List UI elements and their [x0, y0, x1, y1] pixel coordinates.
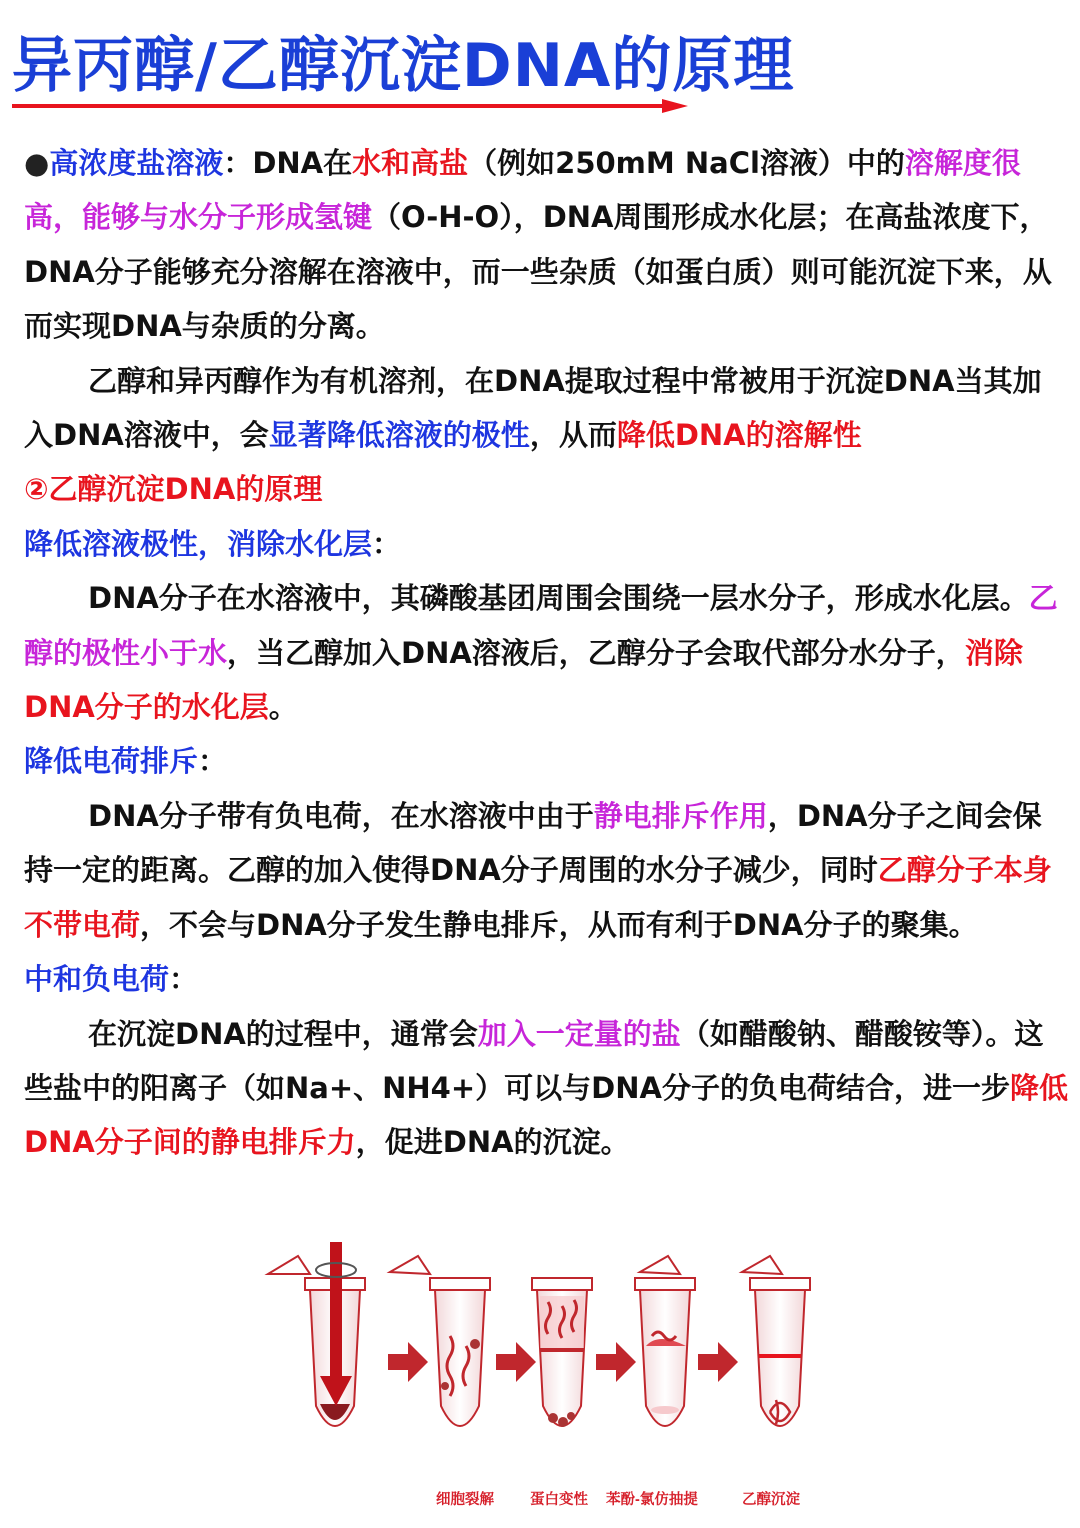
paragraph-organic-solvent: [24, 354, 1070, 463]
text-run: DNA分子带有负电荷，在水溶液中由于: [88, 798, 594, 833]
subsection-heading-neutralize: [24, 952, 1070, 1006]
text-run: 。: [268, 690, 298, 725]
text-run: 在沉淀DNA的过程中，通常会: [88, 1016, 478, 1051]
text-run: ，促进DNA的沉淀。: [355, 1125, 630, 1160]
text-run: ，不会与DNA分子发生静电排斥，从而有利于DNA分子的聚集。: [140, 907, 978, 942]
subsection-heading-polarity: [24, 517, 1070, 571]
paragraph-hydration-layer: [24, 571, 1070, 734]
text-run: ：: [372, 526, 402, 561]
text-run: （如醋酸钠、醋酸铵等）。这些盐中的阳离子（如Na+、NH4+）可以与DNA分子的负电荷结合，进一步: [24, 1016, 1044, 1105]
text-run: ：: [169, 962, 199, 997]
subsection-title: 降低溶液极性，消除水化层: [24, 526, 373, 561]
highlight-uncharged-ethanol: 乙醇分子本身不带电荷: [24, 853, 1052, 942]
text-run: ：: [198, 744, 228, 779]
bullet-icon: ●: [24, 146, 50, 180]
dna-extraction-diagram: [250, 1236, 850, 1516]
tube-3-phenol-chloroform: [532, 1278, 592, 1427]
subsection-title: 中和负电荷: [24, 962, 170, 997]
highlight-polarity: 显著降低溶液的极性: [268, 418, 530, 453]
text-run: ：DNA在: [223, 146, 353, 180]
highlight-electrostatic: 静电排斥作用: [593, 798, 768, 833]
tube-steps-illustration: [250, 1236, 850, 1476]
title-underline-arrow: [12, 96, 692, 116]
highlight-remove-hydration: 消除DNA分子的水化层: [24, 635, 1023, 725]
highlight-solubility-decrease: 降低DNA的溶解性: [616, 418, 862, 453]
tube-2-protein-denature: [390, 1256, 490, 1426]
paragraph-high-salt: [24, 136, 1070, 354]
subsection-title: 降低电荷排斥: [24, 744, 199, 779]
text-run: ，当乙醇加入DNA溶液后，乙醇分子会取代部分水分子，: [227, 635, 965, 670]
highlight-solubility: 溶解度很高，能够与水分子形成氢键: [24, 146, 1021, 235]
article-body: [24, 136, 1070, 1170]
tube-4-extraction: [635, 1256, 695, 1426]
highlight-reduce-repulsion: 降低DNA分子间的静电排斥力: [24, 1070, 1068, 1160]
term-high-salt: 高浓度盐溶液: [49, 146, 224, 180]
paragraph-charge-repulsion: [24, 789, 1070, 952]
section-heading-principle: ②乙醇沉淀DNA的原理: [24, 472, 323, 507]
label-ethanol-precipitation: 乙醇沉淀: [742, 1492, 800, 1508]
text-run: 乙醇和异丙醇作为有机溶剂，在DNA提取过程中常被用于沉淀DNA当其加入DNA溶液中，会: [24, 363, 1042, 453]
arrow-icon: [388, 1342, 428, 1382]
label-protein-denature: 蛋白变性: [530, 1492, 588, 1508]
text-run: （例如250mM NaCl溶液）中的: [468, 146, 905, 180]
highlight-water-salt: 水和高盐: [352, 146, 469, 180]
tube-5-ethanol-precipitation: [742, 1256, 810, 1426]
arrow-icon: [698, 1342, 738, 1382]
subsection-heading-charge: [24, 734, 1070, 788]
arrow-icon: [496, 1342, 536, 1382]
tube-1-cell-lysis: [268, 1242, 365, 1426]
page-title: 异丙醇/乙醇沉淀DNA的原理: [12, 31, 795, 101]
text-run: ，DNA分子之间会保持一定的距离。乙醇的加入使得DNA分子周围的水分子减少，同时: [24, 798, 1042, 888]
highlight-add-salt: 加入一定量的盐: [477, 1016, 681, 1051]
arrow-icon: [596, 1342, 636, 1382]
text-run: （O-H-O），DNA周围形成水化层；在高盐浓度下，DNA分子能够充分溶解在溶液中，而一些杂质（如蛋白质）则可能沉淀下来，从而实现DNA与杂质的分离。: [24, 200, 1052, 344]
text-run: ，从而: [529, 418, 617, 453]
highlight-ethanol-polarity: 乙醇的极性小于水: [24, 581, 1058, 670]
paragraph-salt-neutralize: [24, 1007, 1070, 1170]
label-cell-lysis: 细胞裂解: [436, 1492, 494, 1508]
label-phenol-chloroform: 苯酚-氯仿抽提: [606, 1492, 698, 1508]
text-run: DNA分子在水溶液中，其磷酸基团周围会围绕一层水分子，形成水化层。: [88, 581, 1029, 616]
